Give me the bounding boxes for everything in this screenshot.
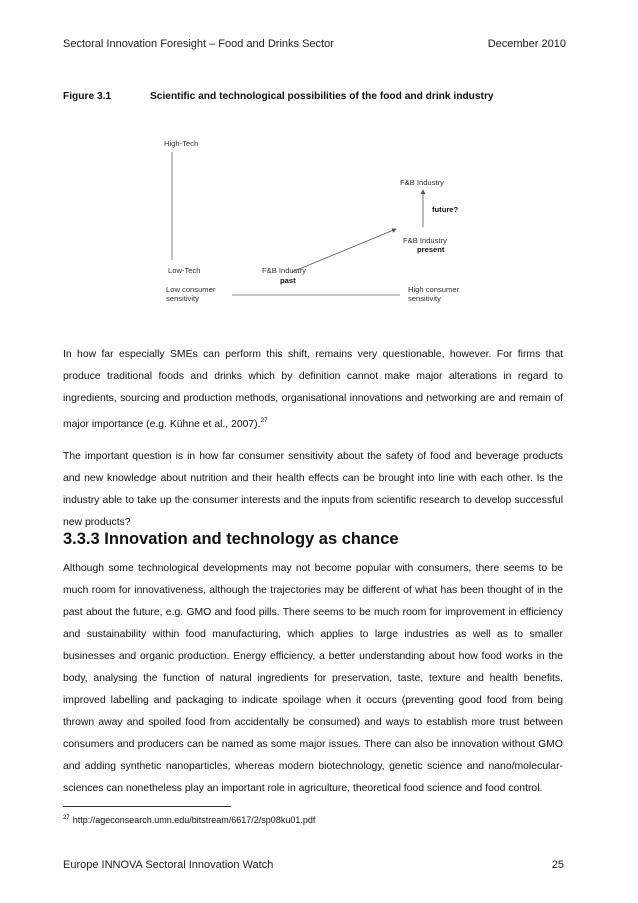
innovation-diagram	[150, 132, 490, 307]
figure-title: Scientific and technological possibilities of the food and drink industry	[150, 91, 494, 102]
page-number: 25	[551, 859, 564, 871]
present-label: present	[417, 245, 445, 254]
footnote	[63, 815, 315, 825]
footnote-reference: 27	[260, 417, 268, 424]
low-consumer-label: Low consumer	[166, 285, 216, 294]
high-tech-label: High-Tech	[164, 139, 199, 148]
figure-number: Figure 3.1	[63, 91, 112, 102]
low-tech-label: Low-Tech	[168, 266, 201, 275]
future-label: future?	[432, 205, 459, 214]
past-to-present-arrow	[292, 229, 396, 272]
running-header-date: December 2010	[487, 38, 566, 50]
high-consumer-label: High consumer	[408, 285, 460, 294]
section-heading: 3.3.3 Innovation and technology as chance	[63, 530, 399, 548]
high-consumer-label-2: sensitivity	[408, 294, 441, 303]
industry-future-label: F&B Industry	[400, 178, 444, 187]
paragraph-smes-text: In how far especially SMEs can perform this shift, remains very questionable, however. For firms that produce traditional foods and drinks which by definition cannot make major alterations in regard to ingredients, sourcing and production methods, organisational innovations and networking are and remain of major importance (e.g. Kühne et al., 2007).	[63, 349, 563, 430]
running-header-title: Sectoral Innovation Foresight – Food and Drinks Sector	[63, 38, 334, 50]
paragraph-consumer-sensitivity: The important question is in how far consumer sensitivity about the safety of food and beverage products and new knowledge about nutrition and their health effects can be brought into line with each other. Is the industry able to take up the consumer interests and the inputs from scientific research to develop successful new products?	[63, 451, 563, 528]
low-consumer-label-2: sensitivity	[166, 294, 199, 303]
past-label: past	[280, 276, 296, 285]
running-footer-title: Europe INNOVA Sectoral Innovation Watch	[63, 859, 274, 871]
footnote-divider	[63, 806, 231, 807]
paragraph-innovation: Although some technological developments may not become popular with consumers, there seems to be much room for innovativeness, although the trajectories may be different of what has been thought of in the past about the future, e.g. GMO and food pills. There seems to be much room for improvement in efficiency and sustainability within food manufacturing, which applies to large industries as well as to smaller businesses and organic production. Energy efficiency, a better understanding about how food works in the body, analysing the function of natural ingredients for preservation, taste, texture and health benefits, improved labelling and packaging to indicate spoilage when it occurs (preventing good food from being thrown away and spoiled food from accidentally be consumed) and ways to establish more trust between consumers and producers can be named as some major issues. There can also be innovation without GMO and adding synthetic nanoparticles, whereas modern biotechnology, genetic science and nano/molecular-sciences can nonetheless play an important role in agriculture, theoretical food science and food control.	[63, 563, 563, 794]
industry-past-label: F&B Industry	[262, 266, 306, 275]
industry-present-label: F&B Industry	[403, 236, 447, 245]
footnote-url[interactable]: http://ageconsearch.umn.edu/bitstream/6617/2/sp08ku01.pdf	[72, 815, 316, 825]
paragraph-smes	[63, 344, 563, 436]
footnote-number: 27	[63, 815, 70, 821]
